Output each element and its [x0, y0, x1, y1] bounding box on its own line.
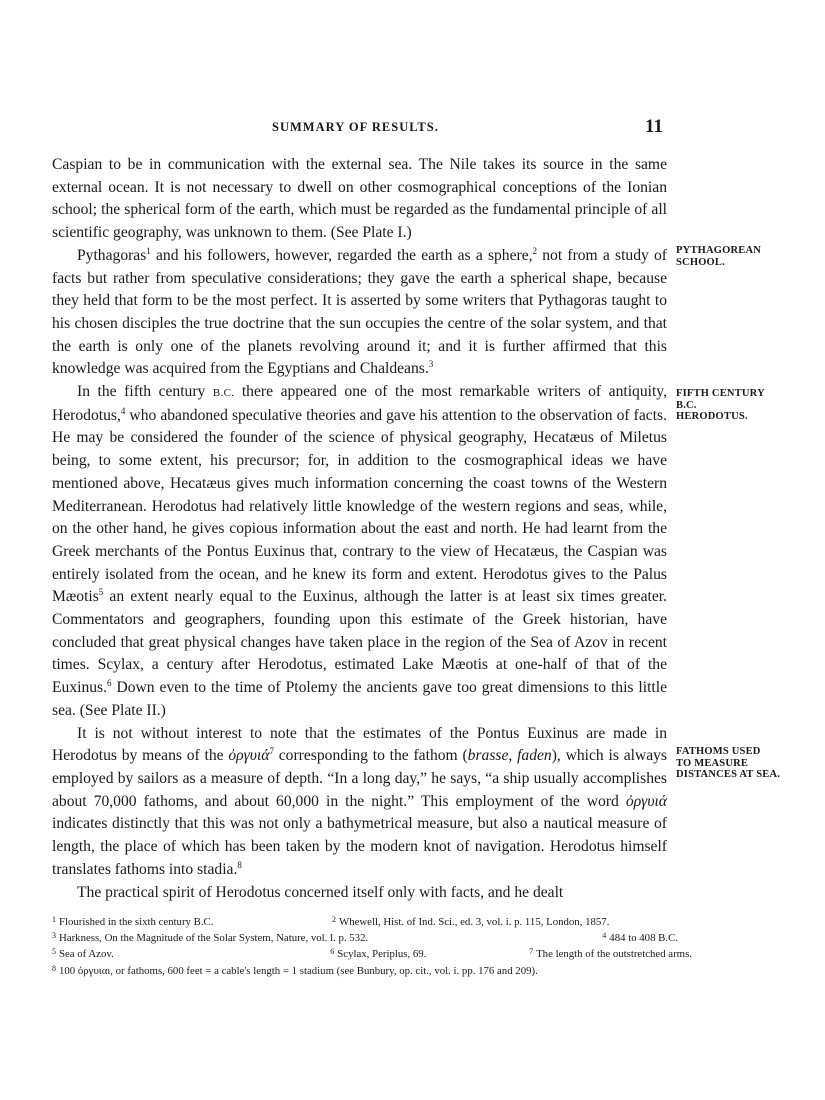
- running-head: [0, 116, 825, 140]
- footnote-3: $^3$ Harkness, On the Magnitude of the Solar System, Nature, vol. l. p. 532.: [52, 931, 369, 945]
- paragraph-pythagoras: Pythagoras$^1$ and his followers, however, regarded the earth as a sphere,$^2$ not from a study of facts but rather from speculative considerations; they gave the earth a spherical shape, because they held that form to be the most perfect. It is asserted by some writers that Pythagoras taught to his chosen disciples the true doctrine that the sun occupies the centre of the solar system, and that the earth is only one of the planets revolving around it; and it is further affirmed that this knowledge was acquired from the Egyptians and Chaldeans.$^3$: [52, 245, 667, 378]
- page-number: 11: [645, 116, 663, 137]
- footnote-8: $^8$ 100 ὀργυιαι, or fathoms, 600 feet = a cable's length = 1 stadium (see Bunbury, op. cit., vol. i. pp. 176 and 209).: [52, 963, 538, 977]
- margin-note-fathoms: FATHOMS USED TO MEASURE DISTANCES AT SEA.: [676, 746, 781, 780]
- running-title: SUMMARY OF RESULTS.: [272, 120, 439, 134]
- footnote-ref: 4: [120, 405, 126, 416]
- margin-note-fifth-century: FIFTH CENTURY B.C. HERODOTUS.: [676, 388, 765, 422]
- footnote-ref: 1: [146, 245, 151, 256]
- body-text: [52, 154, 667, 904]
- greek-word: ὀργυιά: [228, 747, 270, 765]
- footnotes: [52, 913, 692, 978]
- footnote-ref: 3: [428, 359, 434, 370]
- greek-word: ὀργυιά: [625, 792, 667, 810]
- margin-note-pythagorean: PYTHAGOREAN SCHOOL.: [676, 245, 762, 268]
- footnote-6: $^6$ Scylax, Periplus, 69.: [330, 947, 427, 961]
- paragraph-practical-spirit: The practical spirit of Herodotus concerned itself only with facts, and he dealt: [77, 883, 564, 901]
- footnote-4: $^4$ 484 to 408 B.C.: [602, 931, 678, 945]
- paragraph-herodotus: In the fifth century B.C. there appeared one of the most remarkable writers of antiquity, Herodotus,$^4$ who abandoned speculative theories and gave his attention to the observation of facts. He may be considered the founder of the science of physical geography, Hecatæus of Miletus being, to some extent, his precursor; for, in addition to the cosmographical ideas we have mentioned above, Hecatæus gives much information concerning the coast towns of the Western Mediterranean. Herodotus had relatively little knowledge of the western regions and seas, while, on the other hand, he gives copious information about the east and north. He had learnt from the Greek merchants of the Pontus Euxinus that, contrary to the view of Hecatæus, the Caspian was entirely isolated from the ocean, and he knew its form and extent. Herodotus gives to the Palus Mæotis$^5$ an extent nearly equal to the Euxinus, although the latter is at least six times greater. Commentators and geographers, founding upon this estimate of the Greek historian, have concluded that great physical changes have taken place in the region of the Sea of Azov in recent times. Scylax, a century after Herodotus, estimated Lake Mæotis at one-half of that of the Euxinus.$^6$ Down even to the time of Ptolemy the ancients gave too great dimensions to this little sea. (See Plate II.): [52, 383, 667, 719]
- footnote-ref: 6: [107, 678, 112, 689]
- footnote-ref: 5: [98, 587, 104, 598]
- footnote-1: $^1$ Flourished in the sixth century B.C.: [52, 915, 214, 928]
- footnote-row: [52, 962, 692, 978]
- footnote-ref: 2: [532, 245, 538, 256]
- paragraph-ionian-school: Caspian to be in communication with the external sea. The Nile takes its source in the same external ocean. It is not necessary to dwell on other cosmographical conceptions of the Ionian school; the spherical form of the earth, which must be regarded as the fundamental principle of all scientific geography, was unknown to them. (See Plate I.): [52, 156, 667, 242]
- paragraph-fathoms: It is not without interest to note that the estimates of the Pontus Euxinus are made in Herodotus by means of the ὀργυιά$^7$ corresponding to the fathom (brasse, faden), which is always employed by sailors as a measure of depth. “In a long day,” he says, “a ship usually accomplishes about 70,000 fathoms, and about 60,000 in the night.” This employment of the word ὀργυιά indicates distinctly that this was not only a bathymetrical measure, but also a nautical measure of length, the place of which has been taken by the modern knot of navigation. Herodotus himself translates fathoms into stadia.$^8$: [52, 724, 667, 878]
- footnote-row: [52, 913, 692, 929]
- footnote-row: [52, 929, 692, 945]
- footnote-7: $^7$ The length of the outstretched arms.: [529, 947, 692, 961]
- footnote-5: $^5$ Sea of Azov.: [52, 947, 114, 961]
- footnote-row: [52, 945, 692, 961]
- footnote-2: $^2$ Whewell, Hist. of Ind. Sci., ed. 3, vol. i. p. 115, London, 1857.: [332, 915, 610, 928]
- footnote-ref: 7: [269, 746, 274, 757]
- footnote-ref: 8: [237, 859, 242, 870]
